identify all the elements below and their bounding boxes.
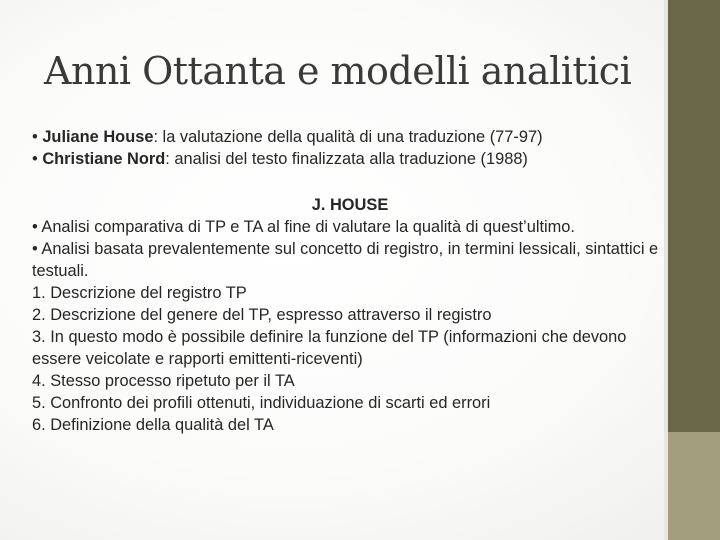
point-comparative-analysis: • Analisi comparativa di TP e TA al fine di valutare la qualità di quest’ultimo. [32,218,575,236]
section-heading: J. HOUSE [311,196,389,214]
step-6: 6. Definizione della qualità del TA [32,416,274,434]
slide-title: Anni Ottanta e modelli analitici [44,49,632,93]
step-2: 2. Descrizione del genere del TP, espresso attraverso il registro [32,306,492,324]
step-3: 3. In questo modo è possibile definire la funzione del TP (informazioni che devono essere veicolate e rapporti emittenti-riceventi) [32,328,627,368]
intro-item-house [32,126,668,148]
bullet: • [32,128,38,146]
intro-text: : analisi del testo finalizzata alla traduzione (1988) [165,150,528,168]
author-name: Christiane Nord [42,150,166,168]
bullet: • [32,150,38,168]
step-5: 5. Confronto dei profili ottenuti, individuazione di scarti ed errori [32,394,491,412]
point-register-analysis: • Analisi basata prevalentemente sul concetto di registro, in termini lessicali, sintattici e testuali. [32,240,659,280]
intro-item-nord [32,148,668,170]
intro-text: : la valutazione della qualità di una traduzione (77-97) [153,128,543,146]
author-name: Juliane House [42,128,154,146]
side-accent-block [668,432,720,540]
spacer [32,170,668,194]
step-4: 4. Stesso processo ripetuto per il TA [32,372,295,390]
step-1: 1. Descrizione del registro TP [32,284,247,302]
slide-body [32,126,668,436]
